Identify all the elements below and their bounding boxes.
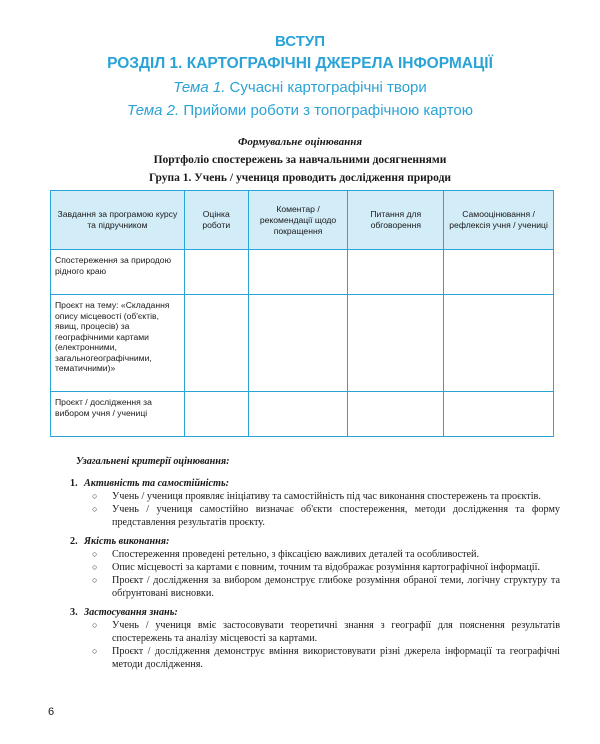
bullet-text: Проєкт / дослідження демонструє вміння використовувати різні джерела інформації та географічні методи дослідження. [112,646,560,670]
questions-cell [348,392,444,437]
topic2-label: Тема 2. [127,102,180,119]
comment-cell [248,250,348,295]
portfolio-table [50,190,554,437]
table-row [51,295,554,392]
questions-cell [348,250,444,295]
criterion-1 [70,477,560,529]
list-item [70,490,560,503]
table-row [51,250,554,295]
topic1-label: Тема 1. [173,79,226,96]
bullet-circle-icon: ○ [92,620,98,630]
bullet-circle-icon: ○ [92,646,98,656]
task-cell: Проєкт / дослідження за вибором учня / учениці [51,392,185,437]
criterion-name: Активність та самостійність: [84,478,230,489]
bullet-text: Опис місцевості за картами є повним, точним та відображає розуміння картографічної інформації. [112,562,540,573]
criterion-3 [70,606,560,671]
self-assessment-cell [444,250,554,295]
col-header-self-assessment: Самооцінювання / рефлексія учня / учениці [444,191,554,250]
list-item [70,561,560,574]
topic1-heading [0,79,600,96]
list-item [70,574,560,600]
col-header-grade: Оцінка роботи [184,191,248,250]
topic2-text: Прийоми роботи з топографічною картою [183,102,473,119]
group-title: Група 1. Учень / учениця проводить дослідження природи [148,172,452,184]
criteria-title: Узагальнені критерії оцінювання: [76,456,230,467]
list-item [70,548,560,561]
self-assessment-cell [444,295,554,392]
criteria-section [70,455,560,677]
criterion-number: 3. [70,607,78,618]
comment-cell [248,392,348,437]
bullet-text: Спостереження проведені ретельно, з фіксацією важливих деталей та особливостей. [112,549,480,560]
criterion-name: Застосування знань: [84,607,178,618]
questions-cell [348,295,444,392]
criterion-name: Якість виконання: [84,536,170,547]
bullet-circle-icon: ○ [92,575,98,585]
list-item [70,619,560,645]
bullet-circle-icon: ○ [92,549,98,559]
list-item [70,503,560,529]
table-header-row [51,191,554,250]
criterion-number: 1. [70,478,78,489]
task-cell: Проєкт на тему: «Складання опису місцевості (об'єктів, явищ, процесів) за географічними картами (електронними, загальногеографічними, тематичними)» [51,295,185,392]
grade-cell [184,250,248,295]
bullet-text: Проєкт / дослідження за вибором демонструє глибоке розуміння обраної теми, логічну структуру та обґрунтовані висновки. [112,575,560,599]
task-cell: Спостереження за природою рідного краю [51,250,185,295]
section-heading: РОЗДІЛ 1. КАРТОГРАФІЧНІ ДЖЕРЕЛА ІНФОРМАЦІЇ [107,55,493,72]
bullet-text: Учень / учениця самостійно визначає об'єкти спостереження, методи дослідження та форму представлення результатів проєкту. [112,504,560,528]
col-header-task: Завдання за програмою курсу та підручником [51,191,185,250]
col-header-comment: Коментар / рекомендації щодо покращення [248,191,348,250]
page-number: 6 [48,706,55,718]
list-item [70,645,560,671]
table-row [51,392,554,437]
portfolio-title: Портфоліо спостережень за навчальними досягненнями [153,154,447,166]
topic2-heading [0,102,600,119]
bullet-text: Учень / учениця вміє застосовувати теоретичні знання з географії для пояснення результатів спостережень та аналізу місцевості за картами. [112,620,560,644]
criterion-number: 2. [70,536,78,547]
grade-cell [184,295,248,392]
comment-cell [248,295,348,392]
assessment-title: Формувальне оцінювання [237,136,362,148]
self-assessment-cell [444,392,554,437]
col-header-questions: Питання для обговорення [348,191,444,250]
bullet-circle-icon: ○ [92,491,98,501]
criterion-2 [70,535,560,600]
intro-heading: ВСТУП [275,33,325,50]
bullet-circle-icon: ○ [92,562,98,572]
grade-cell [184,392,248,437]
bullet-text: Учень / учениця проявляє ініціативу та самостійність під час виконання спостережень та проєктів. [112,491,541,502]
bullet-circle-icon: ○ [92,504,98,514]
topic1-text: Сучасні картографічні твори [229,79,427,96]
